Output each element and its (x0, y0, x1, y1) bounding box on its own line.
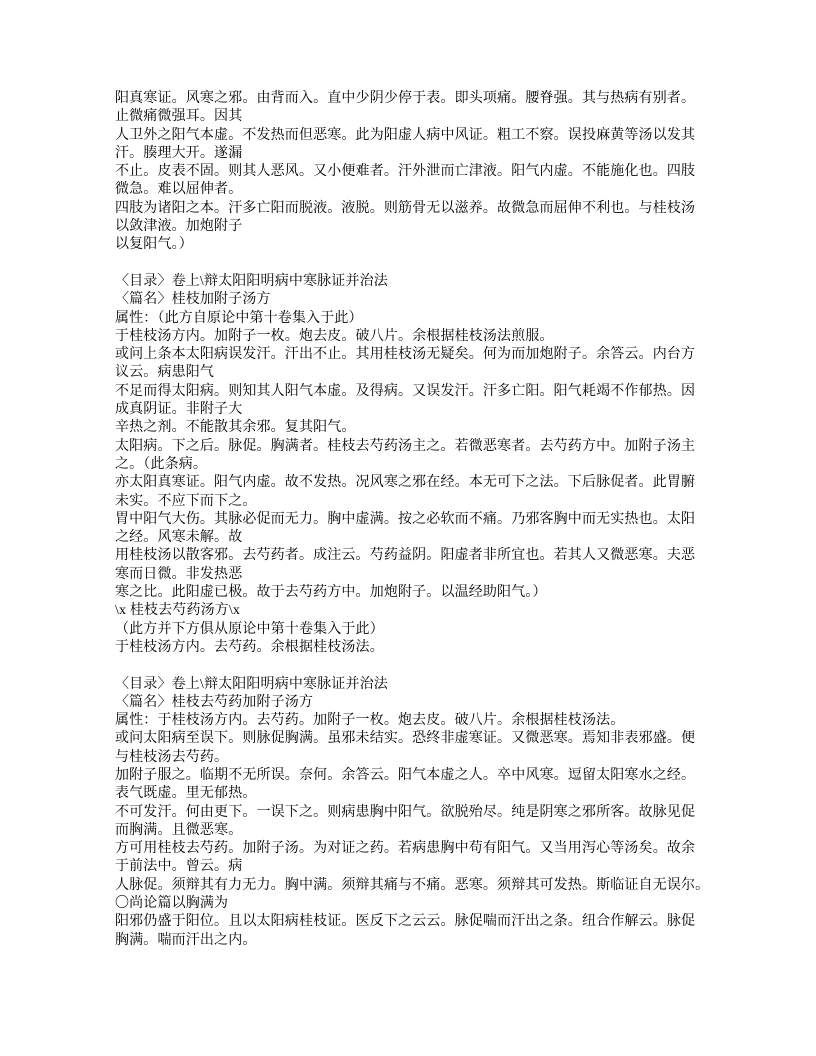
text-line: 表气既虚。里无郁热。 (115, 786, 257, 802)
text-line: 微急。难以屈伸者。 (115, 182, 243, 198)
text-line: 寒而日微。非发热恶 (115, 566, 243, 582)
text-line: 议云。病患阳气 (115, 365, 215, 381)
text-line: 于前法中。曾云。病 (115, 859, 243, 875)
text-line: 之。（此条病。 (115, 456, 208, 472)
text-line: 汗。腠理大开。遂漏 (115, 145, 243, 161)
text-line: 〈篇名〉桂枝加附子汤方 (115, 292, 271, 308)
text-line: 阳邪仍盛于阳位。且以太阳病桂枝证。医反下之云云。脉促喘而汗出之条。纽合作解云。脉促 (115, 914, 696, 930)
text-line: 寒之比。此阳虚已极。故于去芍药方中。加炮附子。以温经助阳气。） (115, 585, 547, 601)
text-line: 太阳病。下之后。脉促。胸满者。桂枝去芍药汤主之。若微恶寒者。去芍药方中。加附子汤主 (115, 438, 696, 454)
text-line: 〈目录〉卷上\辩太阳阳明病中寒脉证并治法 (115, 676, 388, 692)
text-line: 或问太阳病至误下。则脉促胸满。虽邪未结实。恐终非虚寒证。又微恶寒。焉知非表邪盛。便 (115, 731, 696, 747)
text-line: 不可发汗。何由更下。一误下之。则病患胸中阳气。欲脱殆尽。纯是阴寒之邪所客。故脉见促 (115, 804, 696, 820)
text-line: 胃中阳气大伤。其脉必促而无力。胸中虚满。按之必软而不痛。乃邪客胸中而无实热也。太阳 (115, 511, 696, 527)
text-line: 而胸满。且微恶寒。 (115, 822, 243, 838)
text-section (115, 90, 735, 255)
text-section (115, 273, 735, 657)
text-line: 止微痛微强耳。因其 (115, 109, 243, 125)
text-line: 不止。皮表不固。则其人恶风。又小便难者。汗外泄而亡津液。阳气内虚。不能施化也。四肢 (115, 164, 696, 180)
text-line: 不足而得太阳病。则知其人阳气本虚。及得病。又误发汗。汗多亡阳。阳气耗竭不作郁热。因 (115, 383, 696, 399)
text-line: 加附子服之。临期不无所误。奈何。余答云。阳气本虚之人。卒中风寒。逗留太阳寒水之经。 (115, 767, 696, 783)
text-line: 属性：（此方自原论中第十卷集入于此） (115, 310, 363, 326)
text-line: 〈目录〉卷上\辩太阳阳明病中寒脉证并治法 (115, 273, 388, 289)
text-line: 成真阴证。非附子大 (115, 402, 243, 418)
text-line: 之经。风寒未解。故 (115, 530, 243, 546)
text-line: 四肢为诸阳之本。汗多亡阳而脱液。液脱。则筋骨无以滋养。故微急而屈伸不利也。与桂枝汤 (115, 200, 696, 216)
text-line: 〈篇名〉桂枝去芍药加附子汤方 (115, 694, 314, 710)
text-line: 〇尚论篇以胸满为 (115, 896, 229, 912)
text-line: 或问上条本太阳病误发汗。汗出不止。其用桂枝汤无疑矣。何为而加炮附子。余答云。内台方 (115, 347, 696, 363)
text-line: 胸满。喘而汗出之内。 (115, 932, 257, 948)
text-line: 用桂枝汤以散客邪。去芍药者。成注云。芍药益阴。阳虚者非所宜也。若其人又微恶寒。夫恶 (115, 548, 696, 564)
text-line: 未实。不应下而下之。 (115, 493, 257, 509)
text-section (115, 676, 735, 950)
text-line: （此方并下方俱从原论中第十卷集入于此） (115, 621, 384, 637)
text-line: 亦太阳真寒证。阳气内虚。故不发热。况风寒之邪在经。本无可下之法。下后脉促者。此胃腑 (115, 475, 696, 491)
text-line: \x 桂枝去芍药汤方\x (115, 603, 241, 619)
text-line: 方可用桂枝去芍药。加附子汤。为对证之药。若病患胸中苟有阳气。又当用泻心等汤矣。故余 (115, 841, 696, 857)
text-line: 人卫外之阳气本虚。不发热而但恶寒。此为阳虚人病中风证。粗工不察。误投麻黄等汤以发其 (115, 127, 696, 143)
text-line: 辛热之剂。不能散其余邪。复其阳气。 (115, 420, 356, 436)
text-line: 属性：于桂枝汤方内。去芍药。加附子一枚。炮去皮。破八片。余根据桂枝汤法。 (115, 713, 625, 729)
text-line: 于桂枝汤方内。加附子一枚。炮去皮。破八片。余根据桂枝汤法煎服。 (115, 328, 554, 344)
text-line: 以复阳气。） (115, 237, 193, 253)
text-line: 以敛津液。加炮附子 (115, 219, 243, 235)
text-line: 与桂枝汤去芍药。 (115, 749, 229, 765)
text-line: 于桂枝汤方内。去芍药。余根据桂枝汤法。 (115, 639, 384, 655)
text-block (115, 90, 735, 950)
text-line: 阳真寒证。风寒之邪。由背而入。直中少阴少停于表。即头项痛。腰脊强。其与热病有别者。 (115, 91, 696, 106)
text-line: 人脉促。须辩其有力无力。胸中满。须辩其痛与不痛。恶寒。须辩其可发热。斯临证自无误尔。 (115, 877, 710, 893)
